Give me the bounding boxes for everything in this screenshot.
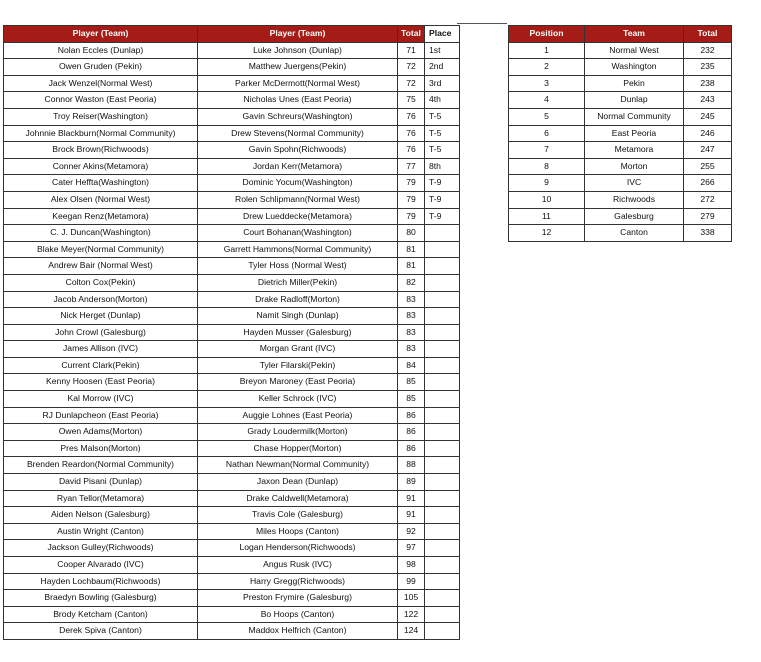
player-2-cell: Travis Cole (Galesburg) bbox=[198, 507, 398, 524]
place-cell bbox=[425, 623, 460, 640]
team-total-cell: 238 bbox=[684, 75, 732, 92]
place-cell bbox=[425, 490, 460, 507]
header-player-2: Player (Team) bbox=[198, 26, 398, 43]
total-cell: 85 bbox=[398, 374, 425, 391]
place-cell: T-5 bbox=[425, 142, 460, 159]
total-cell: 98 bbox=[398, 557, 425, 574]
player-1-cell: Kal Morrow (IVC) bbox=[4, 391, 198, 408]
team-cell: Washington bbox=[585, 59, 684, 76]
total-cell: 122 bbox=[398, 606, 425, 623]
total-cell: 76 bbox=[398, 142, 425, 159]
total-cell: 89 bbox=[398, 474, 425, 491]
table-row bbox=[4, 191, 460, 208]
table-row bbox=[4, 457, 460, 474]
player-1-cell: C. J. Duncan(Washington) bbox=[4, 225, 198, 242]
player-1-cell: Blake Meyer(Normal Community) bbox=[4, 241, 198, 258]
player-2-cell: Keller Schrock (IVC) bbox=[198, 391, 398, 408]
player-1-cell: Jacob Anderson(Morton) bbox=[4, 291, 198, 308]
player-1-cell: Connor Waston (East Peoria) bbox=[4, 92, 198, 109]
header-player-1: Player (Team) bbox=[4, 26, 198, 43]
player-1-cell: John Crowl (Galesburg) bbox=[4, 324, 198, 341]
header-team: Team bbox=[585, 26, 684, 43]
total-cell: 80 bbox=[398, 225, 425, 242]
table-row bbox=[4, 291, 460, 308]
player-1-cell: Brody Ketcham (Canton) bbox=[4, 606, 198, 623]
place-cell bbox=[425, 241, 460, 258]
place-cell: T-9 bbox=[425, 175, 460, 192]
player-1-cell: Jackson Gulley(Richwoods) bbox=[4, 540, 198, 557]
position-cell: 1 bbox=[509, 42, 585, 59]
table-row bbox=[4, 208, 460, 225]
player-1-cell: Johnnie Blackburn(Normal Community) bbox=[4, 125, 198, 142]
player-1-cell: Owen Adams(Morton) bbox=[4, 424, 198, 441]
total-cell: 77 bbox=[398, 158, 425, 175]
player-2-cell: Dietrich Miller(Pekin) bbox=[198, 274, 398, 291]
place-cell bbox=[425, 291, 460, 308]
player-1-cell: Cooper Alvarado (IVC) bbox=[4, 557, 198, 574]
place-cell: T-9 bbox=[425, 191, 460, 208]
player-1-cell: Alex Olsen (Normal West) bbox=[4, 191, 198, 208]
table-row bbox=[4, 557, 460, 574]
player-2-cell: Breyon Maroney (East Peoria) bbox=[198, 374, 398, 391]
player-2-cell: Maddox Helfrich (Canton) bbox=[198, 623, 398, 640]
place-cell bbox=[425, 440, 460, 457]
team-total-cell: 338 bbox=[684, 225, 732, 242]
player-2-cell: Luke Johnson (Dunlap) bbox=[198, 42, 398, 59]
player-1-cell: James Allison (IVC) bbox=[4, 341, 198, 358]
player-2-cell: Miles Hoops (Canton) bbox=[198, 523, 398, 540]
team-cell: Galesburg bbox=[585, 208, 684, 225]
player-2-cell: Gavin Spohn(Richwoods) bbox=[198, 142, 398, 159]
player-2-cell: Harry Gregg(Richwoods) bbox=[198, 573, 398, 590]
player-2-cell: Jaxon Dean (Dunlap) bbox=[198, 474, 398, 491]
player-2-cell: Namit Singh (Dunlap) bbox=[198, 308, 398, 325]
player-2-cell: Auggie Lohnes (East Peoria) bbox=[198, 407, 398, 424]
table-row bbox=[4, 108, 460, 125]
player-2-cell: Drew Lueddecke(Metamora) bbox=[198, 208, 398, 225]
player-1-cell: Cater Heffta(Washington) bbox=[4, 175, 198, 192]
player-2-cell: Nathan Newman(Normal Community) bbox=[198, 457, 398, 474]
total-cell: 82 bbox=[398, 274, 425, 291]
position-cell: 7 bbox=[509, 142, 585, 159]
place-cell: 8th bbox=[425, 158, 460, 175]
table-row bbox=[509, 42, 732, 59]
table-row bbox=[4, 175, 460, 192]
team-cell: Morton bbox=[585, 158, 684, 175]
table-row bbox=[509, 191, 732, 208]
players-header-row bbox=[4, 26, 460, 43]
table-row bbox=[4, 142, 460, 159]
player-2-cell: Jordan Kerr(Metamora) bbox=[198, 158, 398, 175]
place-cell bbox=[425, 391, 460, 408]
team-total-cell: 255 bbox=[684, 158, 732, 175]
player-1-cell: Nick Herget (Dunlap) bbox=[4, 308, 198, 325]
total-cell: 86 bbox=[398, 407, 425, 424]
table-row bbox=[4, 540, 460, 557]
place-cell bbox=[425, 374, 460, 391]
player-1-cell: Brock Brown(Richwoods) bbox=[4, 142, 198, 159]
position-cell: 8 bbox=[509, 158, 585, 175]
total-cell: 84 bbox=[398, 357, 425, 374]
team-cell: Dunlap bbox=[585, 92, 684, 109]
position-cell: 10 bbox=[509, 191, 585, 208]
table-row bbox=[4, 507, 460, 524]
player-1-cell: Andrew Bair (Normal West) bbox=[4, 258, 198, 275]
player-2-cell: Rolen Schlipmann(Normal West) bbox=[198, 191, 398, 208]
player-2-cell: Parker McDermott(Normal West) bbox=[198, 75, 398, 92]
team-total-cell: 266 bbox=[684, 175, 732, 192]
total-cell: 79 bbox=[398, 175, 425, 192]
player-1-cell: Troy Reiser(Washington) bbox=[4, 108, 198, 125]
header-total: Total bbox=[398, 26, 425, 43]
place-cell bbox=[425, 573, 460, 590]
total-cell: 91 bbox=[398, 490, 425, 507]
total-cell: 76 bbox=[398, 125, 425, 142]
table-row bbox=[4, 590, 460, 607]
total-cell: 72 bbox=[398, 59, 425, 76]
place-cell: T-9 bbox=[425, 208, 460, 225]
table-row bbox=[509, 225, 732, 242]
total-cell: 83 bbox=[398, 291, 425, 308]
total-cell: 79 bbox=[398, 191, 425, 208]
player-2-cell: Gavin Schreurs(Washington) bbox=[198, 108, 398, 125]
table-row bbox=[4, 92, 460, 109]
player-1-cell: Austin Wright (Canton) bbox=[4, 523, 198, 540]
total-cell: 83 bbox=[398, 341, 425, 358]
place-cell: 4th bbox=[425, 92, 460, 109]
table-row bbox=[4, 490, 460, 507]
table-row bbox=[4, 59, 460, 76]
table-row bbox=[4, 523, 460, 540]
place-cell: 2nd bbox=[425, 59, 460, 76]
place-cell bbox=[425, 606, 460, 623]
player-2-cell: Tyler Hoss (Normal West) bbox=[198, 258, 398, 275]
table-row bbox=[4, 606, 460, 623]
place-cell bbox=[425, 324, 460, 341]
place-cell bbox=[425, 341, 460, 358]
player-1-cell: Kenny Hoosen (East Peoria) bbox=[4, 374, 198, 391]
table-row bbox=[4, 42, 460, 59]
place-cell bbox=[425, 523, 460, 540]
table-row bbox=[4, 424, 460, 441]
table-row bbox=[4, 258, 460, 275]
table-row bbox=[509, 158, 732, 175]
place-cell bbox=[425, 258, 460, 275]
place-cell bbox=[425, 357, 460, 374]
player-2-cell: Nicholas Unes (East Peoria) bbox=[198, 92, 398, 109]
place-cell: T-5 bbox=[425, 125, 460, 142]
player-1-cell: Ryan Tellor(Metamora) bbox=[4, 490, 198, 507]
position-cell: 4 bbox=[509, 92, 585, 109]
table-row bbox=[509, 142, 732, 159]
table-row bbox=[4, 341, 460, 358]
team-cell: Normal Community bbox=[585, 108, 684, 125]
total-cell: 71 bbox=[398, 42, 425, 59]
team-total-cell: 235 bbox=[684, 59, 732, 76]
place-cell bbox=[425, 590, 460, 607]
table-row bbox=[509, 208, 732, 225]
player-1-cell: Conner Akins(Metamora) bbox=[4, 158, 198, 175]
place-cell: 1st bbox=[425, 42, 460, 59]
player-1-cell: Derek Spiva (Canton) bbox=[4, 623, 198, 640]
total-cell: 86 bbox=[398, 440, 425, 457]
place-cell bbox=[425, 557, 460, 574]
team-total-cell: 245 bbox=[684, 108, 732, 125]
player-2-cell: Garrett Hammons(Normal Community) bbox=[198, 241, 398, 258]
team-cell: IVC bbox=[585, 175, 684, 192]
place-cell: 3rd bbox=[425, 75, 460, 92]
total-cell: 81 bbox=[398, 241, 425, 258]
team-cell: Richwoods bbox=[585, 191, 684, 208]
player-2-cell: Drake Caldwell(Metamora) bbox=[198, 490, 398, 507]
table-row bbox=[509, 59, 732, 76]
table-row bbox=[4, 357, 460, 374]
position-cell: 9 bbox=[509, 175, 585, 192]
total-cell: 99 bbox=[398, 573, 425, 590]
player-2-cell: Dominic Yocum(Washington) bbox=[198, 175, 398, 192]
team-cell: East Peoria bbox=[585, 125, 684, 142]
place-cell bbox=[425, 424, 460, 441]
team-total-cell: 279 bbox=[684, 208, 732, 225]
player-1-cell: Colton Cox(Pekin) bbox=[4, 274, 198, 291]
total-cell: 85 bbox=[398, 391, 425, 408]
position-cell: 11 bbox=[509, 208, 585, 225]
place-cell bbox=[425, 225, 460, 242]
place-cell bbox=[425, 457, 460, 474]
table-row bbox=[4, 125, 460, 142]
table-row bbox=[4, 407, 460, 424]
total-cell: 105 bbox=[398, 590, 425, 607]
player-2-cell: Court Bohanan(Washington) bbox=[198, 225, 398, 242]
players-table bbox=[3, 25, 460, 640]
table-row bbox=[4, 440, 460, 457]
player-1-cell: RJ Dunlapcheon (East Peoria) bbox=[4, 407, 198, 424]
player-1-cell: Pres Malson(Morton) bbox=[4, 440, 198, 457]
place-cell bbox=[425, 474, 460, 491]
player-2-cell: Drake Radloff(Morton) bbox=[198, 291, 398, 308]
player-1-cell: Jack Wenzel(Normal West) bbox=[4, 75, 198, 92]
table-row bbox=[4, 158, 460, 175]
total-cell: 92 bbox=[398, 523, 425, 540]
table-row bbox=[4, 324, 460, 341]
total-cell: 91 bbox=[398, 507, 425, 524]
team-total-cell: 272 bbox=[684, 191, 732, 208]
place-cell bbox=[425, 308, 460, 325]
table-row bbox=[4, 573, 460, 590]
player-2-cell: Grady Loudermilk(Morton) bbox=[198, 424, 398, 441]
player-1-cell: Braedyn Bowling (Galesburg) bbox=[4, 590, 198, 607]
header-rule bbox=[457, 23, 507, 24]
header-team-total: Total bbox=[684, 26, 732, 43]
total-cell: 81 bbox=[398, 258, 425, 275]
player-2-cell: Matthew Juergens(Pekin) bbox=[198, 59, 398, 76]
team-total-cell: 243 bbox=[684, 92, 732, 109]
players-body bbox=[4, 42, 460, 639]
position-cell: 3 bbox=[509, 75, 585, 92]
header-place: Place bbox=[425, 26, 460, 43]
header-position: Position bbox=[509, 26, 585, 43]
player-1-cell: Aiden Nelson (Galesburg) bbox=[4, 507, 198, 524]
total-cell: 83 bbox=[398, 308, 425, 325]
table-row bbox=[4, 623, 460, 640]
place-cell bbox=[425, 407, 460, 424]
player-2-cell: Angus Rusk (IVC) bbox=[198, 557, 398, 574]
team-cell: Metamora bbox=[585, 142, 684, 159]
table-row bbox=[509, 108, 732, 125]
table-row bbox=[4, 374, 460, 391]
player-2-cell: Tyler Filarski(Pekin) bbox=[198, 357, 398, 374]
place-cell bbox=[425, 507, 460, 524]
team-cell: Pekin bbox=[585, 75, 684, 92]
place-cell bbox=[425, 540, 460, 557]
player-1-cell: David Pisani (Dunlap) bbox=[4, 474, 198, 491]
team-cell: Canton bbox=[585, 225, 684, 242]
position-cell: 6 bbox=[509, 125, 585, 142]
table-row bbox=[509, 92, 732, 109]
teams-header-row bbox=[509, 26, 732, 43]
player-1-cell: Brenden Reardon(Normal Community) bbox=[4, 457, 198, 474]
team-total-cell: 232 bbox=[684, 42, 732, 59]
place-cell: T-5 bbox=[425, 108, 460, 125]
player-1-cell: Keegan Renz(Metamora) bbox=[4, 208, 198, 225]
player-2-cell: Morgan Grant (IVC) bbox=[198, 341, 398, 358]
teams-table bbox=[508, 25, 732, 242]
player-2-cell: Logan Henderson(Richwoods) bbox=[198, 540, 398, 557]
player-1-cell: Nolan Eccles (Dunlap) bbox=[4, 42, 198, 59]
position-cell: 12 bbox=[509, 225, 585, 242]
table-row bbox=[4, 225, 460, 242]
team-total-cell: 246 bbox=[684, 125, 732, 142]
total-cell: 79 bbox=[398, 208, 425, 225]
player-2-cell: Hayden Musser (Galesburg) bbox=[198, 324, 398, 341]
total-cell: 88 bbox=[398, 457, 425, 474]
player-2-cell: Drew Stevens(Normal Community) bbox=[198, 125, 398, 142]
player-1-cell: Hayden Lochbaum(Richwoods) bbox=[4, 573, 198, 590]
player-2-cell: Bo Hoops (Canton) bbox=[198, 606, 398, 623]
table-row bbox=[4, 308, 460, 325]
total-cell: 124 bbox=[398, 623, 425, 640]
table-row bbox=[4, 241, 460, 258]
position-cell: 2 bbox=[509, 59, 585, 76]
total-cell: 76 bbox=[398, 108, 425, 125]
team-total-cell: 247 bbox=[684, 142, 732, 159]
player-1-cell: Owen Gruden (Pekin) bbox=[4, 59, 198, 76]
total-cell: 75 bbox=[398, 92, 425, 109]
total-cell: 86 bbox=[398, 424, 425, 441]
place-cell bbox=[425, 274, 460, 291]
team-cell: Normal West bbox=[585, 42, 684, 59]
teams-body bbox=[509, 42, 732, 241]
table-row bbox=[4, 75, 460, 92]
total-cell: 97 bbox=[398, 540, 425, 557]
table-row bbox=[4, 274, 460, 291]
table-row bbox=[509, 75, 732, 92]
position-cell: 5 bbox=[509, 108, 585, 125]
total-cell: 83 bbox=[398, 324, 425, 341]
table-row bbox=[509, 175, 732, 192]
table-row bbox=[4, 474, 460, 491]
player-2-cell: Preston Frymire (Galesburg) bbox=[198, 590, 398, 607]
table-row bbox=[509, 125, 732, 142]
total-cell: 72 bbox=[398, 75, 425, 92]
table-row bbox=[4, 391, 460, 408]
player-2-cell: Chase Hopper(Morton) bbox=[198, 440, 398, 457]
player-1-cell: Current Clark(Pekin) bbox=[4, 357, 198, 374]
